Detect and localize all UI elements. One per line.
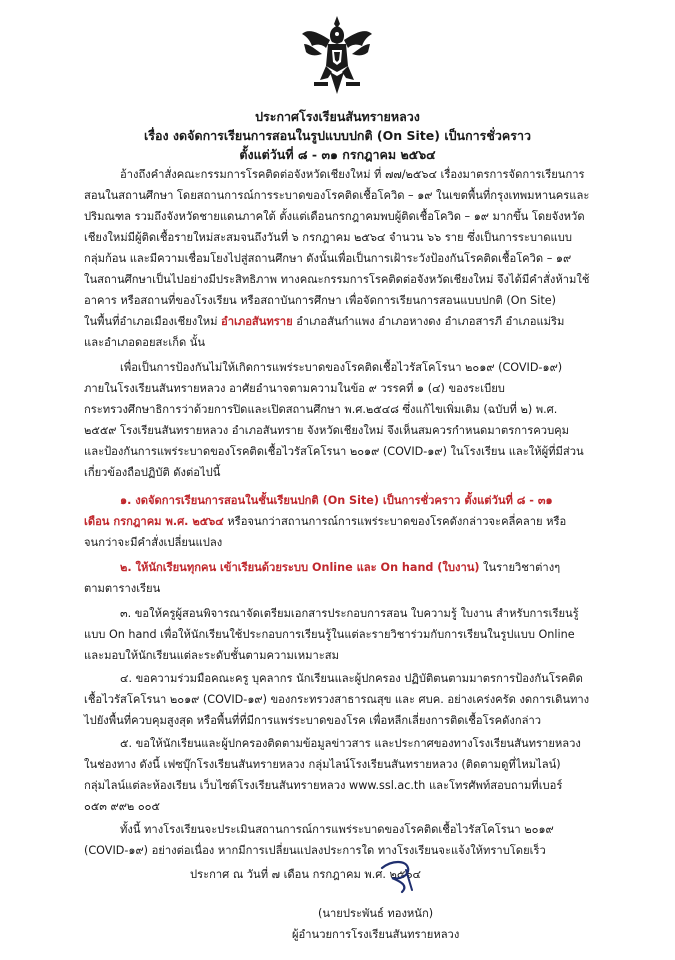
p2-line-5: และป้องกันการแพร่ระบาดของโรคติดเชื้อไวรัสโคโรนา ๒๐๑๙ (COVID-๑๙) ในโรงเรียน และให้ผู้ที่มีส่วน	[84, 445, 584, 458]
p2-line-1: เพื่อเป็นการป้องกันไม่ให้เกิดการแพร่ระบาดของโรคติดเชื้อไวรัสโคโรนา ๒๐๑๙ (COVID-๑๙)	[120, 361, 563, 374]
item-5-line-2: ในช่องทาง ดังนี้ เฟซบุ๊กโรงเรียนสันทรายหลวง กลุ่มไลน์โรงเรียนสันทรายหลวง (ติดตามดูที่ไหมไลน์)	[84, 758, 561, 771]
item-3-line-2: แบบ On hand เพื่อให้นักเรียนใช้ประกอบการเรียนรู้ในแต่ละรายวิชาร่วมกับการเรียนในรูปแบบ Online	[84, 628, 575, 641]
item-4-line-1: ๔. ขอความร่วมมือคณะครู บุคลากร นักเรียนและผู้ปกครอง ปฏิบัติตนตามมาตรการป้องกันโรคติด	[120, 672, 583, 685]
item-5-line-1: ๕. ขอให้นักเรียนและผู้ปกครองติดตามข้อมูลข่าวสาร และประกาศของทางโรงเรียนสันทรายหลวง	[120, 737, 581, 750]
closing-line-2: (COVID-๑๙) อย่างต่อเนื่อง หากมีการเปลี่ยนแปลงประการใด ทางโรงเรียนจะแจ้งให้ทราบโดยเร็ว	[84, 844, 546, 857]
p1-line-8-pre: ในพื้นที่อำเภอเมืองเชียงใหม่	[84, 315, 222, 328]
p2-line-6: เกี่ยวข้องถือปฏิบัติ ดังต่อไปนี้	[84, 466, 221, 479]
item-1-line-3: จนกว่าจะมีคำสั่งเปลี่ยนแปลง	[84, 536, 223, 549]
item-4-line-2: เชื้อไวรัสโคโรนา ๒๐๑๙ (COVID-๑๙) ของกระทรวงสาธารณสุข และ ศบค. อย่างเคร่งครัด งดการเดินทาง	[84, 693, 590, 706]
garuda-emblem-icon	[300, 14, 374, 98]
signer-position: ผู้อำนวยการโรงเรียนสันทรายหลวง	[292, 928, 460, 941]
item-2-line-1-post: ในรายวิชาต่างๆ	[479, 561, 561, 574]
p2-line-3: กระทรวงศึกษาธิการว่าด้วยการปิดและเปิดสถานศึกษา พ.ศ.๒๕๔๘ ซึ่งแก้ไขเพิ่มเติม (ฉบับที่ ๒) พ.ศ.	[84, 403, 558, 416]
p1-line-5: กลุ่มก้อน และมีความเชื่อมโยงไปสู่สถานศึกษา ดังนั้นเพื่อเป็นการเฝ้าระวังป้องกันโรคติดเชื้อโควิด – ๑๙	[84, 252, 572, 265]
item-2-highlight: ๒. ให้นักเรียนทุกคน เข้าเรียนด้วยระบบ Online และ On hand (ใบงาน)	[120, 561, 480, 574]
signature-icon	[372, 856, 432, 896]
p1-line-2: สอนในสถานศึกษา โดยสถานการณ์การระบาดของโรคติดเชื้อโควิด – ๑๙ ในเขตพื้นที่กรุงเทพมหานครและ	[84, 189, 590, 202]
announced-date: ประกาศ ณ วันที่ ๗ เดือน กรกฎาคม พ.ศ. ๒๕๖๔	[190, 868, 421, 881]
p1-line-1: อ้างถึงคำสั่งคณะกรรมการโรคติดต่อจังหวัดเชียงใหม่ ที่ ๗๗/๒๕๖๔ เรื่องมาตรการจัดการเรียนการ	[120, 168, 585, 181]
p1-line-7: อาคาร หรือสถานที่ของโรงเรียน หรือสถาบันการศึกษา เพื่อจัดการเรียนการสอนแบบปกติ (On Site)	[84, 294, 556, 307]
p2-line-4: ๒๕๕๙ โรงเรียนสันทรายหลวง อำเภอสันทราย จังหวัดเชียงใหม่ จึงเห็นสมควรกำหนดมาตรการควบคุม	[84, 424, 570, 437]
item-1-line-2-post: หรือจนกว่าสถานการณ์การแพร่ระบาดของโรคดังกล่าวจะคลี่คลาย หรือ	[223, 515, 567, 528]
item-3-line-3: และมอบให้นักเรียนแต่ละระดับชั้นตามความเหมาะสม	[84, 649, 339, 662]
p1-line-3: ปริมณฑล รวมถึงจังหวัดชายแดนภาคใต้ ตั้งแต่เดือนกรกฎาคมพบผู้ติดเชื้อโควิด – ๑๙ มากขึ้น โดยจังหวัด	[84, 210, 585, 223]
p2-line-2: ภายในโรงเรียนสันทรายหลวง อาศัยอำนาจตามความในข้อ ๙ วรรคที่ ๑ (๔) ของระเบียบ	[84, 382, 505, 395]
p1-line-6: ในสถานศึกษาเป็นไปอย่างมีประสิทธิภาพ ทางคณะกรรมการโรคติดต่อจังหวัดเชียงใหม่ จึงได้มีคำสั่งห้ามใช้	[84, 273, 590, 286]
item-4-line-3: ไปยังพื้นที่ควบคุมสูงสุด หรือพื้นที่ที่มีการแพร่ระบาดของโรค เพื่อหลีกเลี่ยงการติดเชื้อโรคดังกล่าว	[84, 714, 542, 727]
item-1-line-2	[84, 515, 566, 529]
announcement-title: ประกาศโรงเรียนสันทรายหลวง	[255, 109, 420, 124]
p1-line-8-post: อำเภอสันกำแพง อำเภอหางดง อำเภอสารภี อำเภอแม่ริม	[292, 315, 565, 328]
item-5-line-4: ๐๕๓ ๙๙๒ ๐๐๕	[84, 800, 160, 813]
announcement-subject: เรื่อง งดจัดการเรียนการสอนในรูปแบบปกติ (On Site) เป็นการชั่วคราว	[143, 128, 531, 143]
item-5-line-3: กลุ่มไลน์แต่ละห้องเรียน เว็บไซต์โรงเรียนสันทรายหลวง www.ssl.ac.th และโทรศัพท์สอบถามที่เบอร์	[84, 779, 563, 792]
item-3-line-1: ๓. ขอให้ครูผู้สอนพิจารณาจัดเตรียมเอกสารประกอบการสอน ใบความรู้ ใบงาน สำหรับการเรียนรู้	[120, 607, 579, 620]
p1-line-4: เชียงใหม่มีผู้ติดเชื้อรายใหม่สะสมจนถึงวันที่ ๖ กรกฎาคม ๒๕๖๔ จำนวน ๖๖ ราย ซึ่งเป็นการระบาดแบบ	[84, 231, 572, 244]
item-1-line-1: ๑. งดจัดการเรียนการสอนในชั้นเรียนปกติ (On Site) เป็นการชั่วคราว ตั้งแต่วันที่ ๘ - ๓๑	[120, 494, 553, 507]
p1-line-8	[84, 315, 564, 329]
item-2-line-2: ตามตารางเรียน	[84, 582, 161, 595]
item-1-date-highlight: เดือน กรกฎาคม พ.ศ. ๒๕๖๔	[84, 515, 224, 528]
item-2-line-1	[120, 561, 560, 575]
closing-line-1: ทั้งนี้ ทางโรงเรียนจะประเมินสถานการณ์การแพร่ระบาดของโรคติดเชื้อไวรัสโคโรนา ๒๐๑๙	[120, 823, 554, 836]
p1-line-9: และอำเภอดอยสะเก็ด นั้น	[84, 336, 206, 349]
signer-name: (นายประพันธ์ ทองหนัก)	[318, 907, 434, 920]
announcement-date-range: ตั้งแต่วันที่ ๘ - ๓๑ กรกฎาคม ๒๕๖๔	[239, 147, 436, 162]
highlight-district: อำเภอสันทราย	[221, 315, 293, 328]
